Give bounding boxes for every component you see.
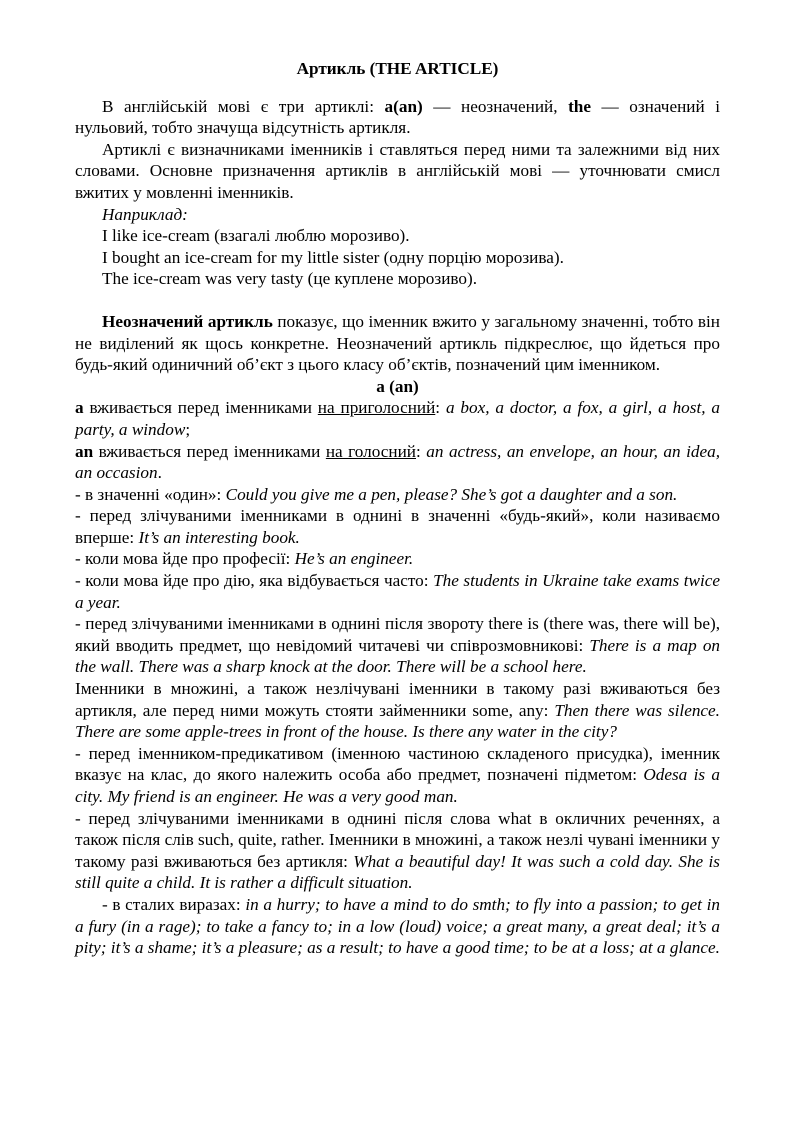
example-line: I like ice-cream (взагалі люблю морозиво). bbox=[102, 226, 410, 246]
article-a-an: a(an) bbox=[384, 96, 423, 116]
text: - перед злічуваними іменниками в однині після слова what в окличних реченнях, а також після слів such, quite, rather. Іменники в множині, а також незлі чувані іменники у такому разі вживаються без артикля: bbox=[75, 808, 720, 871]
text: : bbox=[416, 441, 427, 461]
example-text: The students in Ukraine take exams twice a year. bbox=[75, 571, 720, 612]
text: - коли мова йде про професії: bbox=[75, 549, 295, 569]
subheading: a (an) bbox=[376, 376, 419, 396]
rule-term: a bbox=[75, 398, 84, 418]
example-text: Then there was silence. There are some apple-trees in front of the house. Is there any water in the city? bbox=[75, 700, 720, 742]
intro-paragraph-1 bbox=[75, 96, 720, 139]
rule-term: an bbox=[75, 441, 94, 461]
usage-item bbox=[75, 678, 720, 743]
usage-item bbox=[75, 505, 720, 548]
idioms-item bbox=[75, 894, 720, 959]
example-text: Odesa is a city. My friend is an engineer. He was a very good man. bbox=[75, 765, 720, 806]
spacer bbox=[75, 290, 720, 311]
indefinite-article-term: Неозначений артикль bbox=[102, 311, 273, 331]
text: ; bbox=[185, 419, 191, 439]
underlined-text: на приголосний bbox=[317, 398, 436, 418]
intro-paragraph-2: Артиклі є визначниками іменників і ставляться перед ними та залежними від них словами. Основне призначення артиклів в англійській мові — уточнювати смисл вжитих у мовленні іменників. bbox=[75, 139, 720, 202]
text: — означений і нульовий, тобто значуща відсутність артикля. bbox=[75, 96, 720, 138]
text: Іменники в множині, а також незлічувані іменники в такому разі вживаються без артикля, але перед ними можуть стояти займенники some, any: bbox=[75, 679, 720, 720]
example-text: What a beautiful day! It was such a cold day. She is still quite a child. It is rather a difficult situation. bbox=[75, 851, 720, 893]
text: - перед іменником-предикативом (іменною частиною складеного присудка), іменник вказує на клас, до якого належить особа або предмет, позначені підметом: bbox=[75, 743, 720, 785]
indefinite-article-paragraph bbox=[75, 311, 720, 376]
example-text: in a hurry; to have a mind to do smth; to fly into a passion; to get in a fury (in a rage); to take a fancy to; in a low (loud) voice; a great many, a great deal; it’s a pity; it’s a shame; it’s a pleasure; as a result; to have a good time; to be at a loss; at a glance. bbox=[75, 894, 720, 958]
example-line: I bought an ice-cream for my little sister (одну порцію морозива). bbox=[102, 247, 564, 267]
text: — неозначений, bbox=[422, 96, 569, 116]
usage-item bbox=[75, 743, 720, 808]
rule-a bbox=[75, 397, 720, 440]
rule-an bbox=[75, 441, 720, 484]
example-text: Could you give me a pen, please? She’s got a daughter and a son. bbox=[225, 484, 678, 504]
example-label bbox=[75, 204, 720, 226]
article-the: the bbox=[568, 96, 591, 116]
text: показує, що іменник вжито у загальному значенні, тобто він не виділений як щось конкретне. Неозначений артикль підкреслює, що йдеться про будь-який одиничний об’єкт з цього класу об’єктів, позначений цим іменником. bbox=[75, 311, 720, 375]
usage-item bbox=[75, 570, 720, 613]
example-label-text: Наприклад: bbox=[102, 204, 188, 224]
text: - перед злічуваними іменниками в однині в значенні «будь-який», коли називаємо вперше: bbox=[75, 506, 720, 547]
text: - коли мова йде про дію, яка відбувається часто: bbox=[75, 571, 434, 591]
example-text: a box, a doctor, a fox, a girl, a host, a party, a window bbox=[75, 398, 720, 439]
text: : bbox=[435, 398, 446, 418]
example-line: The ice-cream was very tasty (це куплене морозиво). bbox=[102, 269, 478, 289]
text: . bbox=[157, 463, 162, 483]
document-page bbox=[75, 58, 720, 959]
example-text: There is a map on the wall. There was a sharp knock at the door. There will be a school here. bbox=[75, 635, 721, 677]
example-text: an actress, an envelope, an hour, an idea, an occasion bbox=[75, 441, 720, 483]
text: - в значенні «один»: bbox=[75, 484, 226, 504]
underlined-text: на голосний bbox=[325, 441, 416, 461]
text: вживається перед іменниками bbox=[83, 398, 318, 418]
usage-item bbox=[75, 484, 720, 506]
example-text: It’s an interesting book. bbox=[138, 527, 300, 547]
text: В англійській мові є три артиклі: bbox=[102, 96, 385, 116]
text: - в сталих виразах: bbox=[102, 894, 246, 914]
usage-item bbox=[75, 548, 720, 570]
usage-item bbox=[75, 613, 720, 678]
page-title: Артикль (THE ARTICLE) bbox=[296, 59, 499, 78]
usage-item bbox=[75, 808, 720, 894]
text: - перед злічуваними іменниками в однині після звороту there is (there was, there will be), який вводить предмет, що невідомий читачеві чи співрозмовникові: bbox=[75, 614, 720, 655]
example-text: He’s an engineer. bbox=[294, 549, 414, 569]
text: вживається перед іменниками bbox=[93, 441, 326, 461]
